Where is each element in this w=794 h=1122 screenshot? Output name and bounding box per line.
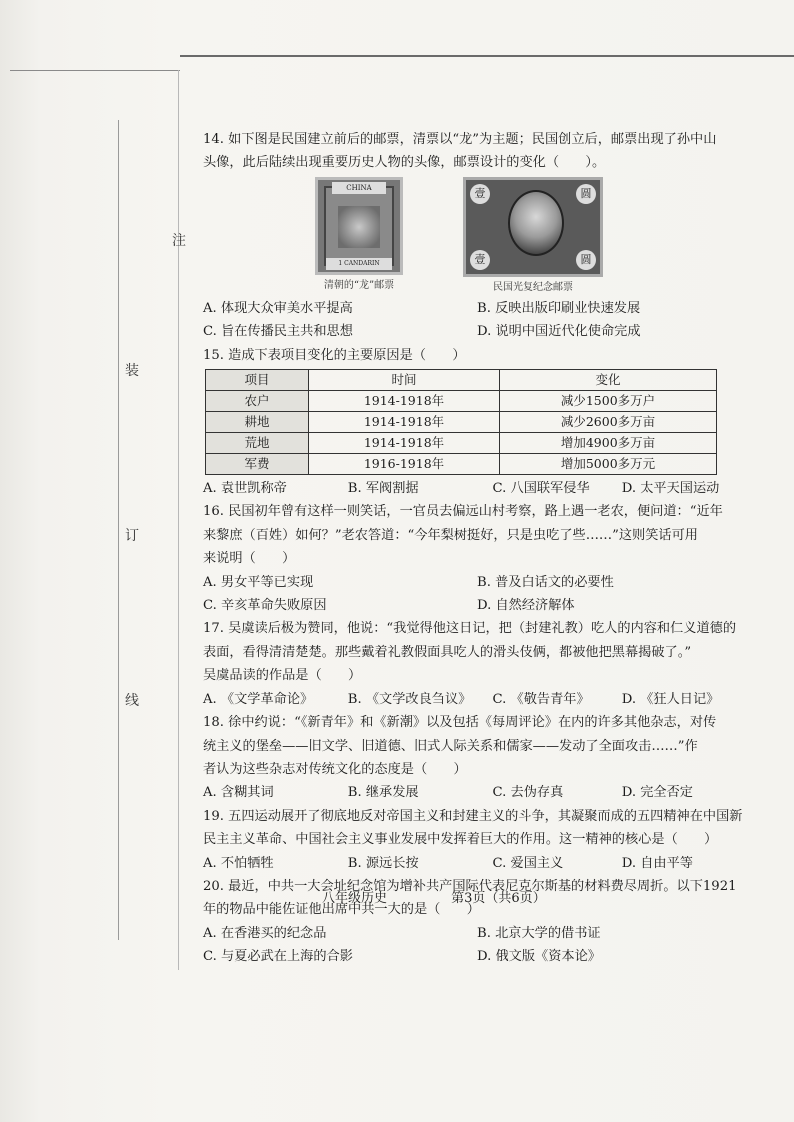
q19-option-d: D. 自由平等 <box>621 855 693 871</box>
table-cell: 增加5000多万元 <box>500 454 717 475</box>
q14-option-b: B. 反映出版印刷业快速发展 <box>477 300 641 316</box>
q18-option-b: B. 继承发展 <box>347 785 419 801</box>
table-cell: 增加4900多万亩 <box>500 433 717 454</box>
q15-options <box>203 477 751 500</box>
q15-option-b: B. 军阀割据 <box>347 481 419 497</box>
restoration-stamp-caption: 民国光复纪念邮票 <box>493 281 573 293</box>
dragon-stamp-figure <box>315 177 403 297</box>
q16-stem-line1: 16. 民国初年曾有这样一则笑话，一官员去偏远山村考察，路上遇一老农，便问道：“近年 <box>203 504 723 520</box>
restoration-stamp-image <box>463 177 603 277</box>
question-17 <box>203 617 751 711</box>
q19-option-a: A. 不怕牺牲 <box>203 855 274 871</box>
binding-label-xian: 线 <box>125 693 139 709</box>
table-row <box>206 454 717 475</box>
q19-options <box>203 852 751 875</box>
footer-page-number: 第3页（共6页） <box>451 891 546 906</box>
q18-options <box>203 781 751 804</box>
table-cell: 1914-1918年 <box>309 412 500 433</box>
q16-option-c: C. 辛亥革命失败原因 <box>203 598 327 614</box>
table-cell: 军费 <box>206 454 309 475</box>
q14-option-a: A. 体现大众审美水平提高 <box>203 300 353 316</box>
table-row <box>206 391 717 412</box>
table-cell: 1914-1918年 <box>309 391 500 412</box>
table-cell: 耕地 <box>206 412 309 433</box>
stamp2-corner-bl: 壹 <box>470 250 490 270</box>
table-cell: 1914-1918年 <box>309 433 500 454</box>
q19-stem-line1: 19. 五四运动展开了彻底地反对帝国主义和封建主义的斗争，其凝聚而成的五四精神在中国新 <box>203 808 743 824</box>
stamp-figures <box>315 177 751 297</box>
q16-stem-line3: 来说明（ ） <box>203 551 296 567</box>
q17-options <box>203 688 751 711</box>
q16-stem-line2: 来黎庶（百姓）如何？”老农答道：“今年梨树挺好，只是虫吃了些……”这则笑话可用 <box>203 527 698 543</box>
binding-line <box>178 70 179 970</box>
q18-stem-line2: 统主义的堡垒——旧文学、旧道德、旧式人际关系和儒家——发动了全面攻击……”作 <box>203 738 698 754</box>
q17-stem-line3: 吴虞品读的作品是（ ） <box>203 668 362 684</box>
table-row <box>206 412 717 433</box>
q20-options <box>203 922 751 969</box>
table-header-change: 变化 <box>500 370 717 391</box>
q18-stem-line3: 者认为这些杂志对传统文化的态度是（ ） <box>203 761 467 777</box>
q17-option-b: B. 《文学改良刍议》 <box>347 691 472 707</box>
stamp1-bottom-text: 1 CANDARIN <box>326 258 392 270</box>
table-cell: 减少1500多万户 <box>500 391 717 412</box>
table-row <box>206 433 717 454</box>
q15-stem: 15. 造成下表项目变化的主要原因是（ ） <box>203 347 466 363</box>
page-footer <box>322 887 606 906</box>
q18-option-a: A. 含糊其词 <box>203 785 274 801</box>
restoration-stamp-figure <box>403 177 603 297</box>
q19-option-c: C. 爱国主义 <box>492 855 564 871</box>
margin-mark-zhu: 注 <box>172 233 186 249</box>
q19-stem-line2: 民主主义革命、中国社会主义事业发展中发挥着巨大的作用。这一精神的核心是（ ） <box>203 832 718 848</box>
q14-stem-line2: 头像，此后陆续出现重要历史人物的头像，邮票设计的变化（ ）。 <box>203 155 606 171</box>
q15-option-d: D. 太平天国运动 <box>621 481 720 497</box>
q15-table <box>205 369 717 475</box>
question-16 <box>203 500 751 617</box>
table-cell: 减少2600多万亩 <box>500 412 717 433</box>
q20-stem-line2: 年的物品中能佐证他出席中共一大的是（ ） <box>203 902 480 918</box>
q16-option-a: A. 男女平等已实现 <box>203 574 314 590</box>
table-cell: 农户 <box>206 391 309 412</box>
footer-subject: 八年级历史 <box>322 891 388 906</box>
table-cell: 荒地 <box>206 433 309 454</box>
question-19 <box>203 805 751 875</box>
q18-stem-line1: 18. 徐中约说：“《新青年》和《新潮》以及包括《每周评论》在内的许多其他杂志，对传 <box>203 715 717 731</box>
q14-option-c: C. 旨在传播民主共和思想 <box>203 324 353 340</box>
dragon-stamp-image <box>315 177 403 275</box>
q17-stem-line1: 17. 吴虞读后极为赞同，他说：“我觉得他这日记，把（封建礼教）吃人的内容和仁义道德的 <box>203 621 737 637</box>
q18-option-c: C. 去伪存真 <box>492 785 564 801</box>
q16-option-d: D. 自然经济解体 <box>477 598 575 614</box>
q14-stem-line1: 14. 如下图是民国建立前后的邮票，清票以“龙”为主题；民国创立后，邮票出现了孙中山 <box>203 132 717 147</box>
stamp1-top-text: CHINA <box>332 182 386 194</box>
table-header-item: 项目 <box>206 370 309 391</box>
q20-option-b: B. 北京大学的借书证 <box>477 925 601 941</box>
q18-option-d: D. 完全否定 <box>621 785 693 801</box>
question-18 <box>203 711 751 805</box>
q16-option-b: B. 普及白话文的必要性 <box>477 574 614 590</box>
question-14 <box>203 128 751 344</box>
q15-option-c: C. 八国联军侵华 <box>492 481 590 497</box>
q20-option-a: A. 在香港买的纪念品 <box>203 925 327 941</box>
portrait-icon <box>508 190 564 256</box>
q20-stem-line1: 20. 最近，中共一大会址纪念馆为增补共产国际代表尼克尔斯基的材料费尽周折。以下1921 <box>203 878 737 894</box>
q16-options <box>203 571 751 618</box>
q15-option-a: A. 袁世凯称帝 <box>203 481 287 497</box>
stamp2-corner-tr: 圆 <box>576 184 596 204</box>
binding-label-zhuang: 装 <box>125 363 139 379</box>
q14-option-d: D. 说明中国近代化使命完成 <box>477 324 641 340</box>
exam-content <box>203 128 751 969</box>
q17-option-d: D. 《狂人日记》 <box>621 691 720 707</box>
q17-option-a: A. 《文学革命论》 <box>203 691 314 707</box>
dragon-stamp-caption: 清朝的“龙”邮票 <box>323 279 395 291</box>
q14-options <box>203 297 751 344</box>
stamp2-corner-br: 圆 <box>576 250 596 270</box>
binding-label-ding: 订 <box>125 528 139 544</box>
question-15 <box>203 344 751 501</box>
q17-stem-line2: 表面，看得清清楚楚。那些戴着礼教假面具吃人的滑头伎俩，都被他把黑幕揭破了。” <box>203 644 692 660</box>
header-rule <box>180 55 794 57</box>
q19-option-b: B. 源远长按 <box>347 855 419 871</box>
stamp2-corner-tl: 壹 <box>470 184 490 204</box>
q20-option-c: C. 与夏必武在上海的合影 <box>203 949 353 965</box>
margin-divider <box>118 120 119 940</box>
q20-option-d: D. 俄文版《资本论》 <box>477 949 601 965</box>
table-header-row <box>206 370 717 391</box>
table-header-time: 时间 <box>309 370 500 391</box>
dragon-icon <box>338 206 380 248</box>
table-cell: 1916-1918年 <box>309 454 500 475</box>
q17-option-c: C. 《敬告青年》 <box>492 691 590 707</box>
margin-header-rule <box>10 70 180 71</box>
